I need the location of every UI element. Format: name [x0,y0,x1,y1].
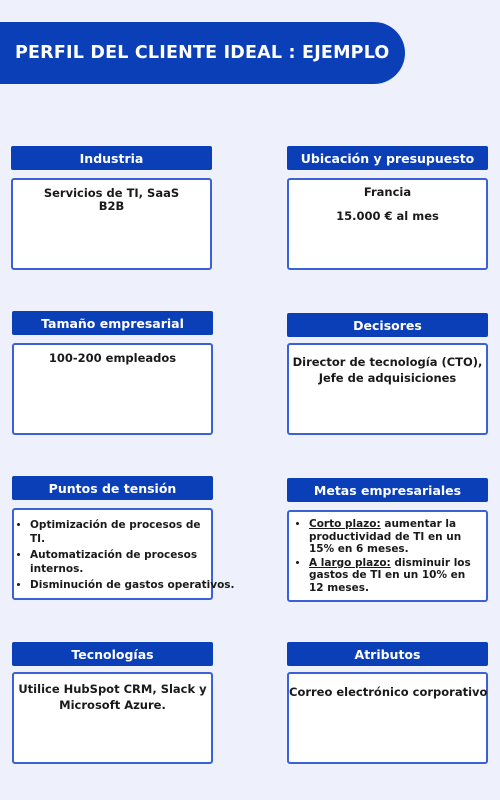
atributos-box [287,672,488,764]
metas-header: Metas empresariales [287,478,488,502]
industria-line-2: B2B [98,199,125,213]
ubicacion-line-1: Francia [363,185,412,199]
metas-item-text: disminuir los gastos de TI en un 10% en 12 meses. [309,556,471,594]
decisores-header: Decisores [287,313,488,337]
metas-item [309,557,482,595]
atributos-line-1: Correo electrónico corporativo [289,685,488,699]
puntos-box [12,508,235,600]
tecnologias-line-2: Microsoft Azure. [59,698,166,712]
tecnologias-line-1: Utilice HubSpot CRM, Slack y [18,682,207,696]
ubicacion-line-2: 15.000 € al mes [336,209,439,223]
puntos-item: • Disminución de gastos operativos. [30,579,209,593]
decisores-line-1: Director de tecnología (CTO), [292,355,483,369]
puntos-item: • Automatización de procesos internos. [30,549,209,576]
atributos-header: Atributos [287,642,488,666]
metas-box [287,510,488,602]
metas-item-lead: Corto plazo: [309,518,381,530]
industria-box [11,178,212,270]
tamano-line-1: 100-200 empleados [48,351,177,365]
metas-item-lead: A largo plazo: [309,556,391,569]
metas-item-text: aumentar la productividad de TI en un 15% en 6 meses. [309,518,462,555]
metas-item [309,518,482,556]
tecnologias-header: Tecnologías [12,642,213,666]
decisores-box [287,343,488,435]
tamano-box [12,343,213,435]
puntos-list [14,519,235,593]
puntos-header: Puntos de tensión [12,476,213,500]
industria-header: Industria [11,146,212,170]
tecnologias-box [12,672,213,764]
industria-line-1: Servicios de TI, SaaS [43,186,180,200]
ubicacion-header: Ubicación y presupuesto [287,146,488,170]
metas-list [289,518,482,594]
page-title: PERFIL DEL CLIENTE IDEAL : EJEMPLO [0,22,405,84]
tamano-header: Tamaño empresarial [12,311,213,335]
puntos-item: • Optimización de procesos de TI. [30,519,209,546]
decisores-line-2: Jefe de adquisiciones [318,371,457,385]
ubicacion-box [287,178,488,270]
